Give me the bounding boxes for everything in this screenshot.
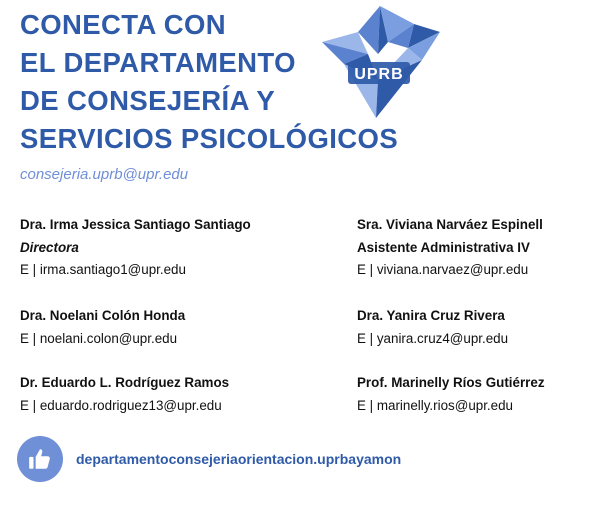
title-line: CONECTA CON: [20, 9, 227, 40]
contact-email[interactable]: E | yanira.cruz4@upr.edu: [357, 330, 509, 346]
thumbs-up-icon[interactable]: [17, 436, 63, 482]
department-email[interactable]: consejeria.uprb@upr.edu: [20, 166, 189, 183]
contact-name: Dra. Yanira Cruz Rivera: [357, 308, 505, 323]
contact-card: [357, 214, 543, 282]
contact-card: [357, 305, 508, 350]
uprb-logo: [318, 2, 442, 120]
contact-card: [20, 214, 251, 282]
contact-role: Directora: [20, 239, 79, 255]
logo-text: UPRB: [354, 66, 404, 83]
title-line: EL DEPARTAMENTO: [20, 47, 296, 78]
contact-name: Sra. Viviana Narváez Espinell: [357, 217, 543, 232]
contact-email[interactable]: E | noelani.colon@upr.edu: [20, 330, 178, 346]
contact-card: [20, 305, 185, 350]
contact-card: [20, 372, 229, 417]
contact-email[interactable]: E | marinelly.rios@upr.edu: [357, 397, 513, 413]
contact-email[interactable]: E | irma.santiago1@upr.edu: [20, 262, 186, 277]
contact-name: Prof. Marinelly Ríos Gutiérrez: [357, 375, 545, 390]
contact-email[interactable]: E | viviana.narvaez@upr.edu: [357, 262, 529, 277]
contact-card: [357, 372, 545, 417]
facebook-page-link[interactable]: departamentoconsejeriaorientacion.uprbayamon: [76, 451, 402, 467]
title-line: DE CONSEJERÍA Y: [20, 85, 276, 116]
contact-role: Asistente Administrativa IV: [357, 239, 530, 255]
contact-name: Dr. Eduardo L. Rodríguez Ramos: [20, 375, 230, 390]
contact-email[interactable]: E | eduardo.rodriguez13@upr.edu: [20, 397, 222, 413]
title-line: SERVICIOS PSICOLÓGICOS: [20, 123, 399, 154]
contact-name: Dra. Irma Jessica Santiago Santiago: [20, 217, 251, 232]
contact-name: Dra. Noelani Colón Honda: [20, 308, 186, 323]
